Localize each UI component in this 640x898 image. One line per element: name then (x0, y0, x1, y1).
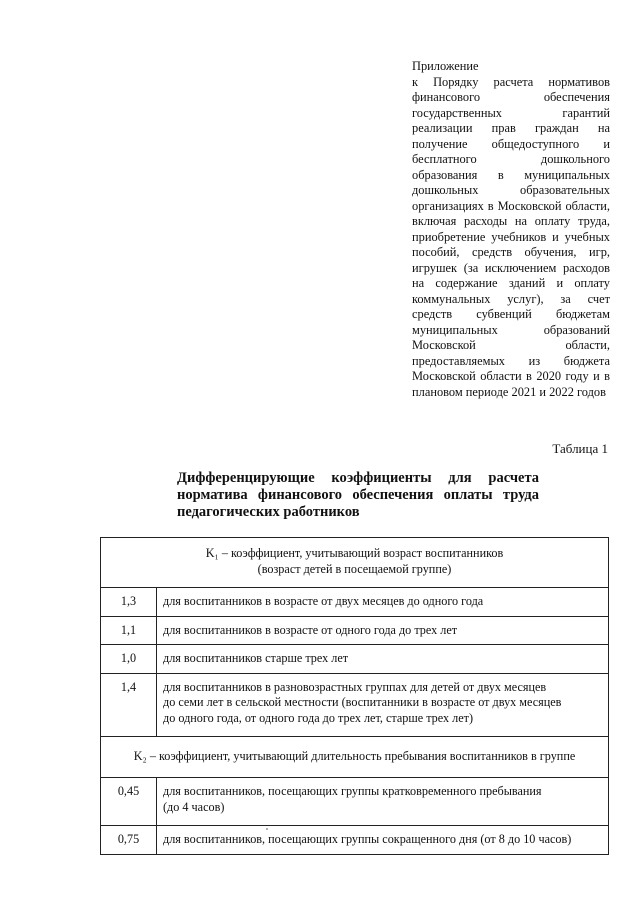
k2-header-row (101, 737, 609, 778)
description-line: до одного года, от одного года до трех лет, старше трех лет) (163, 710, 474, 725)
coefficient-description (157, 778, 609, 826)
k2-header-cell: K₂ – коэффициент, учитывающий длительность пребывания воспитанников в группе (101, 737, 609, 778)
coefficient-value: 0,45 (101, 778, 157, 826)
k1-header-line1: K₁ – коэффициент, учитывающий возраст воспитанников (205, 546, 504, 560)
coefficient-value: 1,0 (101, 645, 157, 674)
coefficient-value: 1,1 (101, 616, 157, 645)
appendix-title: Приложение (412, 59, 479, 73)
description-line: для воспитанников в разновозрастных группах для детей от двух месяцев (163, 679, 547, 694)
table-row (101, 616, 609, 645)
coefficient-description: для воспитанников в возрасте от двух месяцев до одного года (157, 588, 609, 617)
table-row (101, 645, 609, 674)
coefficient-description: для воспитанников, посещающих группы сокращенного дня (от 8 до 10 часов) (157, 826, 609, 855)
description-line: (до 4 часов) (163, 799, 225, 814)
appendix-block (412, 59, 610, 400)
table-row (101, 673, 609, 737)
k1-header-line2: (возраст детей в посещаемой группе) (257, 561, 452, 576)
coefficient-value: 0,75 (101, 826, 157, 855)
description-line: до семи лет в сельской местности (воспитанники в возрасте от двух месяцев (163, 695, 562, 709)
description-line: для воспитанников, посещающих группы кратковременного пребывания (163, 784, 542, 798)
k1-header-row (101, 538, 609, 588)
k1-header-cell (101, 538, 609, 588)
table-row (101, 588, 609, 617)
table-row (101, 826, 609, 855)
table-row (101, 778, 609, 826)
coefficient-value: 1,3 (101, 588, 157, 617)
document-heading: Дифференцирующие коэффициенты для расчета норматива финансового обеспечения оплаты труда педагогических работников (177, 470, 539, 520)
coefficients-table (100, 537, 609, 855)
scan-speck (266, 828, 268, 830)
coefficient-description: для воспитанников старше трех лет (157, 645, 609, 674)
table-label: Таблица 1 (552, 441, 608, 456)
coefficient-value: 1,4 (101, 673, 157, 737)
coefficient-description: для воспитанников в возрасте от одного года до трех лет (157, 616, 609, 645)
coefficient-description (157, 673, 609, 737)
appendix-text: к Порядку расчета нормативов финансового обеспечения государственных гарантий реализации прав граждан на получение общедоступного и бесплатного дошкольного образования в муниципальных дошкольных образовательных организациях в Московской области, включая расходы на оплату труда, приобретение учебников и учебных пособий, средств обучения, игр, игрушек (за исключением расходов на содержание зданий и оплату коммунальных услуг), за счет средств субвенций бюджетам муниципальных образований Московской области, предоставляемых из бюджета Московской области в 2020 году и в плановом периоде 2021 и 2022 годов (412, 74, 610, 399)
